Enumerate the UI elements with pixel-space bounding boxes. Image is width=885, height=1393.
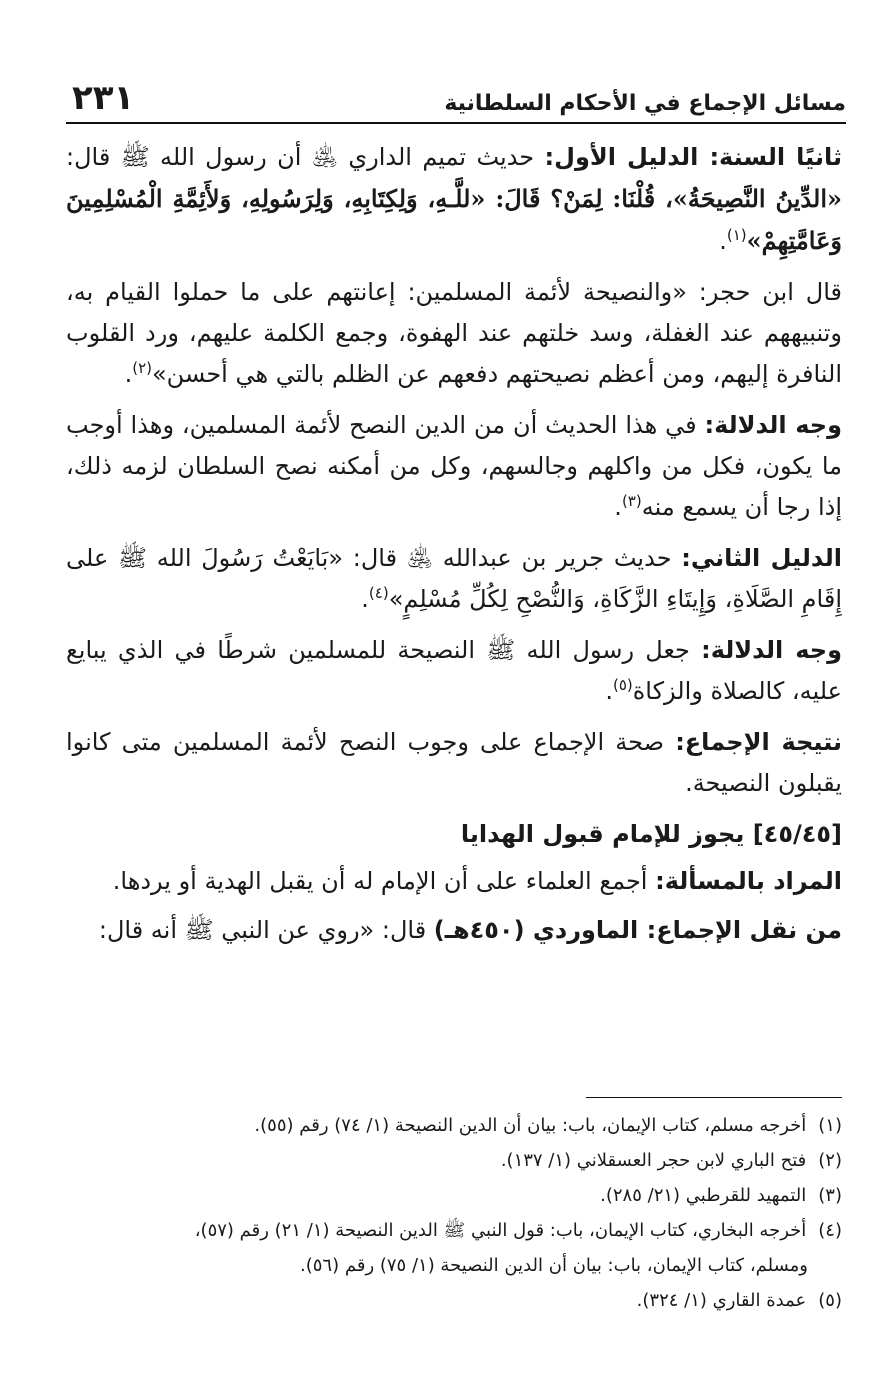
paragraph-label: وجه الدلالة:	[704, 411, 842, 439]
footnote-text: عمدة القاري (١/ ٣٢٤).	[636, 1290, 807, 1311]
paragraph-label: ثانيًا السنة: الدليل الأول:	[544, 143, 843, 171]
footnote-ref[interactable]: (٢)	[132, 359, 152, 377]
footnote-number: (٤)	[818, 1220, 842, 1241]
footnote-number: (٥)	[818, 1290, 842, 1311]
footnote-text: أخرجه البخاري، كتاب الإيمان، باب: قول النبي ﷺ الدين النصيحة (١/ ٢١) رقم (٥٧)،	[194, 1220, 807, 1241]
paragraph-consensus-result	[66, 722, 842, 804]
section-heading: [٤٥/٤٥] يجوز للإمام قبول الهدايا	[460, 820, 842, 848]
footnote-ref[interactable]: (١)	[726, 226, 747, 244]
paragraph-ibn-hajar: قال ابن حجر: «والنصيحة لأئمة المسلمين: إعانتهم على ما حملوا القيام به، وتنبيههم عند الغفلة، وسد خلتهم عند الهفوة، وجمع الكلمة عليهم، ورد القلوب النافرة إليهم، ومن أعظم نصيحتهم دفعهم عن الظلم بالتي هي أحسن»$^{(٢)}$.	[66, 278, 842, 388]
paragraph-text: جعل رسول الله ﷺ النصيحة للمسلمين شرطًا في الذي يبايع عليه، كالصلاة والزكاة	[66, 636, 842, 705]
footnote-1	[66, 1108, 842, 1143]
footnote-ref[interactable]: (٥)	[612, 676, 633, 694]
page-header	[66, 64, 846, 124]
footnote-text: فتح الباري لابن حجر العسقلاني (١/ ١٣٧).	[500, 1150, 807, 1171]
hadith-text: «بَايَعْتُ رَسُولَ الله ﷺ على إِقَامِ الصَّلَاةِ، وَإِيتَاءِ الزَّكَاةِ، وَالنُّصْحِ لِكُلِّ مُسْلِمٍ»	[66, 544, 842, 613]
paragraph-text: صحة الإجماع على وجوب النصح لأئمة المسلمين متى كانوا يقبلون النصيحة.	[66, 728, 842, 797]
paragraph-label: وجه الدلالة:	[701, 636, 842, 664]
footnote-2	[66, 1143, 842, 1178]
paragraph-sunnah-first-evidence: ثانيًا السنة: الدليل الأول: حديث تميم الداري ﵁ أن رسول الله ﷺ قال: «الدِّينُ النَّصِيحَةُ»، قُلْنَا: لِمَنْ؟ قَالَ: «للَّـهِ، وَلِكِتَابِهِ، وَلِرَسُولِهِ، وَلأَئِمَّةِ الْمُسْلِمِينَ وَعَامَّتِهِمْ»$^{(١)}$.	[66, 143, 843, 255]
footnote-continuation: ومسلم، كتاب الإيمان، باب: بيان أن الدين النصيحة (١/ ٧٥) رقم (٥٦).	[300, 1255, 808, 1276]
paragraph-text: حديث جرير بن عبدالله ﵁ قال:	[352, 544, 682, 572]
paragraph-text: قال: «روي عن النبي ﷺ أنه قال:	[98, 916, 434, 944]
footnote-text: التمهيد للقرطبي (٢١/ ٢٨٥).	[600, 1185, 807, 1206]
paragraph-text: في هذا الحديث أن من الدين النصح لأئمة المسلمين، وهذا أوجب ما يكون، فكل من واكلهم وجالسهم، وكل من أمكنه نصح السلطان لزمه ذلك، إذا رجا أن يسمع منه	[66, 411, 842, 521]
footnote-divider	[586, 1097, 842, 1098]
paragraph-label: نتيجة الإجماع:	[675, 728, 842, 756]
paragraph-label: الدليل الثاني:	[681, 544, 843, 572]
paragraph-meaning	[66, 861, 842, 902]
paragraph-consensus-transmitter	[66, 910, 842, 951]
paragraph-label: من نقل الإجماع: الماوردي (٤٥٠هـ)	[433, 916, 842, 944]
footnote-number: (٣)	[818, 1185, 842, 1206]
paragraph-indication-1: وجه الدلالة: في هذا الحديث أن من الدين النصح لأئمة المسلمين، وهذا أوجب ما يكون، فكل من واكلهم وجالسهم، وكل من أمكنه نصح السلطان لزمه ذلك، إذا رجا أن يسمع منه$^{(٣)}$.	[66, 411, 842, 521]
running-title: مسائل الإجماع في الأحكام السلطانية	[444, 91, 846, 116]
footnote-number: (١)	[818, 1115, 842, 1136]
hadith-text: «الدِّينُ النَّصِيحَةُ»، قُلْنَا: لِمَنْ؟ قَالَ: «للَّـهِ، وَلِكِتَابِهِ، وَلِرَسُولِهِ، وَلأَئِمَّةِ الْمُسْلِمِينَ وَعَامَّتِهِمْ»	[66, 184, 842, 255]
footnote-ref[interactable]: (٤)	[368, 584, 389, 602]
paragraph-text: قال ابن حجر: «والنصيحة لأئمة المسلمين: إعانتهم على ما حملوا القيام به، وتنبيههم عند الغفلة، وسد خلتهم عند الهفوة، وجمع الكلمة عليهم، ورد القلوب النافرة إليهم، ومن أعظم نصيحتهم دفعهم عن الظلم بالتي هي أحسن»	[66, 278, 842, 388]
footnote-number: (٢)	[818, 1150, 842, 1171]
paragraph-second-evidence: الدليل الثاني: حديث جرير بن عبدالله ﵁ قال: «بَايَعْتُ رَسُولَ الله ﷺ على إِقَامِ الصَّلَاةِ، وَإِيتَاءِ الزَّكَاةِ، وَالنُّصْحِ لِكُلِّ مُسْلِمٍ»$^{(٤)}$.	[66, 544, 843, 613]
footnote-text: أخرجه مسلم، كتاب الإيمان، باب: بيان أن الدين النصيحة (١/ ٧٤) رقم (٥٥).	[254, 1115, 807, 1136]
footnotes	[66, 1108, 842, 1318]
footnote-5	[66, 1283, 842, 1318]
paragraph-indication-2: وجه الدلالة: جعل رسول الله ﷺ النصيحة للمسلمين شرطًا في الذي يبايع عليه، كالصلاة والزكاة$^{(٥)}$.	[66, 636, 842, 705]
footnote-3	[66, 1178, 842, 1213]
paragraph-text: حديث تميم الداري ﵁ أن رسول الله ﷺ قال:	[66, 143, 545, 171]
main-text	[66, 136, 842, 959]
footnote-ref[interactable]: (٣)	[621, 492, 642, 510]
page-number: ٢٣١	[72, 78, 135, 118]
footnote-4	[66, 1213, 842, 1283]
paragraph-label: المراد بالمسألة:	[655, 867, 842, 895]
paragraph-text: أجمع العلماء على أن الإمام له أن يقبل الهدية أو يردها.	[112, 867, 656, 895]
